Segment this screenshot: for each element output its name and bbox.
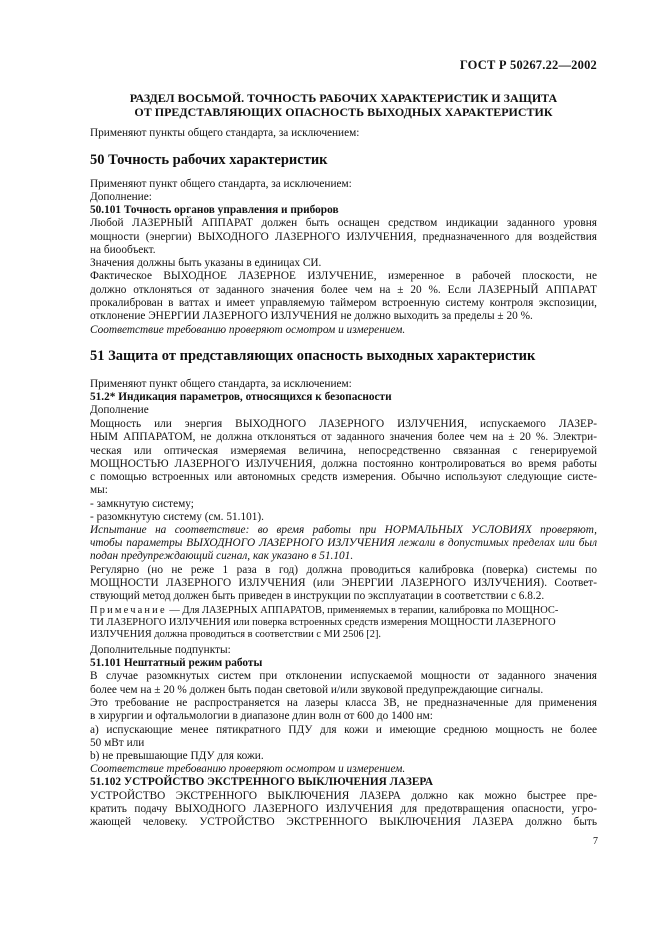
clause-50-p3-line: прокалиброван в ваттах и имеет управляемую таймером встроенную систему контроля экспозиции, [90,297,597,309]
clause-51-101-p1-line: В случае разомкнутых систем при отклонении испускаемой мощности от заданного значения [90,670,597,682]
clause-51-101-item-a: a) испускающие менее пятикратного ПДУ для кожи и имеющие среднюю мощность не более [90,724,597,736]
note-line-2: ТИ ЛАЗЕРНОГО ИЗЛУЧЕНИЯ или поверка встроенных средств измерения МОЩНОСТИ ЛАЗЕРНОГО [90,617,556,628]
standard-designation: ГОСТ Р 50267.22—2002 [459,58,597,72]
note-label: Примечание [90,605,167,616]
note-text: — Для ЛАЗЕРНЫХ АППАРАТОВ, применяемых в терапии, калибровка по МОЩНОС- [166,605,559,616]
clause-50-compliance: Соответствие требованию проверяют осмотром и измерением. [90,324,406,336]
clause-50-p3-line: должно отклоняться от заданного значения более чем на ± 20 %. Если ЛАЗЕРНЫЙ АППАРАТ [90,284,597,296]
clause-51-p2-line: Регулярно (но не реже 1 раза в год) должна проводиться калибровка (поверка) системы по [90,564,597,576]
clause-50-p3-line: Фактическое ВЫХОДНОЕ ЛАЗЕРНОЕ ИЗЛУЧЕНИЕ, измеренное в рабочей плоскости, не [90,270,597,282]
clause-50-addition: Дополнение: [90,191,152,203]
clause-51-p1-line: мы: [90,484,108,496]
additional-subclauses: Дополнительные подпункты: [90,644,231,656]
clause-51-102-line: кратить подачу ВЫХОДНОГО ЛАЗЕРНОГО ИЗЛУЧЕНИЯ для предотвращения опасности, угро- [90,803,597,815]
clause-51-101-p2-line: Это требование не распространяется на лазеры класса 3В, не предназначенные для применения [90,697,597,709]
clause-51-p1-line: НЫМ АППАРАТОМ, не должна отклоняться от заданного значения более чем на ± 20 %. Электри- [90,431,597,443]
clause-50-heading: 50 Точность рабочих характеристик [90,152,328,168]
note-line-3: ИЗЛУЧЕНИЯ должна проводиться в соответствии с МИ 2506 [2]. [90,629,382,640]
section-title-line-2: ОТ ПРЕДСТАВЛЯЮЩИХ ОПАСНОСТЬ ВЫХОДНЫХ ХАРАКТЕРИСТИК [134,105,553,119]
list-item: - разомкнутую систему (см. 51.101). [90,511,264,523]
clause-50-applies: Применяют пункт общего стандарта, за исключением: [90,178,352,190]
clause-51-test-line: подан предупреждающий сигнал, как указано в 51.101. [90,550,354,562]
intro-text: Применяют пункты общего стандарта, за исключением: [90,127,360,139]
clause-50-p2: Значения должны быть указаны в единицах СИ. [90,257,322,269]
clause-50-p1-line: на биообъект. [90,244,156,256]
clause-50-p1-line: Любой ЛАЗЕРНЫЙ АППАРАТ должен быть оснащен средством индикации заданного уровня [90,217,597,229]
clause-51-p1-line: ческая или оптическая измеряемая величина, непосредственно связанная с генерируемой [90,445,597,457]
clause-51-p1-line: с помощью встроенных или автономных средств измерения. Обычно используют следующие систе- [90,471,597,483]
clause-51-p2-line: ствующий метод должен быть приведен в инструкции по эксплуатации в соответствии с 6.8.2. [90,590,545,602]
clause-51-101-compliance: Соответствие требованию проверяют осмотром и измерением. [90,763,406,775]
clause-51-test-line: Испытание на соответствие: во время работы при НОРМАЛЬНЫХ УСЛОВИЯХ проверяют, [90,524,597,536]
clause-50-p3-line: отклонение ЭНЕРГИИ ЛАЗЕРНОГО ИЗЛУЧЕНИЯ не должно выходить за пределы ± 20 %. [90,310,533,322]
clause-51-p1-line: Мощность или энергия ВЫХОДНОГО ЛАЗЕРНОГО ИЗЛУЧЕНИЯ, испускаемого ЛАЗЕР- [90,418,597,430]
clause-51-102-heading: 51.102 УСТРОЙСТВО ЭКСТРЕННОГО ВЫКЛЮЧЕНИЯ ЛАЗЕРА [90,776,434,788]
clause-51-2-heading: 51.2* Индикация параметров, относящихся к безопасности [90,391,392,403]
clause-51-101-item-b: b) не превышающие ПДУ для кожи. [90,750,264,762]
clause-50-p1-line: мощности (энергии) ВЫХОДНОГО ЛАЗЕРНОГО ИЗЛУЧЕНИЯ, предназначенного для воздействия [90,231,597,243]
clause-51-101-p2-line: в хирургии и офтальмологии в диапазоне длин волн от 600 до 1400 нм: [90,710,433,722]
clause-51-test-line: чтобы параметры ВЫХОДНОГО ЛАЗЕРНОГО ИЗЛУЧЕНИЯ лежали в допустимых пределах или был [90,537,597,549]
clause-51-101-item-a-cont: 50 мВт или [90,737,145,749]
section-title-line-1: РАЗДЕЛ ВОСЬМОЙ. ТОЧНОСТЬ РАБОЧИХ ХАРАКТЕРИСТИК И ЗАЩИТА [129,91,558,105]
list-item: - замкнутую систему; [90,498,194,510]
clause-51-applies: Применяют пункт общего стандарта, за исключением: [90,378,352,390]
clause-51-heading: 51 Защита от представляющих опасность выходных характеристик [90,348,536,364]
clause-51-p2-line: МОЩНОСТИ ЛАЗЕРНОГО ИЗЛУЧЕНИЯ (или ЭНЕРГИИ ЛАЗЕРНОГО ИЗЛУЧЕНИЯ). Соответ- [90,577,597,589]
clause-50-101-heading: 50.101 Точность органов управления и приборов [90,204,339,216]
clause-51-102-line: жающей человеку. УСТРОЙСТВО ЭКСТРЕННОГО ВЫКЛЮЧЕНИЯ ЛАЗЕРА должно быть [90,816,597,828]
page-number: 7 [593,836,598,847]
clause-51-101-heading: 51.101 Нештатный режим работы [90,657,263,669]
clause-51-p1-line: МОЩНОСТЬЮ ЛАЗЕРНОГО ИЗЛУЧЕНИЯ, должна постоянно контролироваться во время работы [90,458,597,470]
clause-51-102-line: УСТРОЙСТВО ЭКСТРЕННОГО ВЫКЛЮЧЕНИЯ ЛАЗЕРА должно как можно быстрее пре- [90,790,597,802]
clause-51-101-p1-line: более чем на ± 20 % должен быть подан световой и/или звуковой предупреждающие сигналы. [90,684,544,696]
clause-51-addition: Дополнение [90,404,149,416]
